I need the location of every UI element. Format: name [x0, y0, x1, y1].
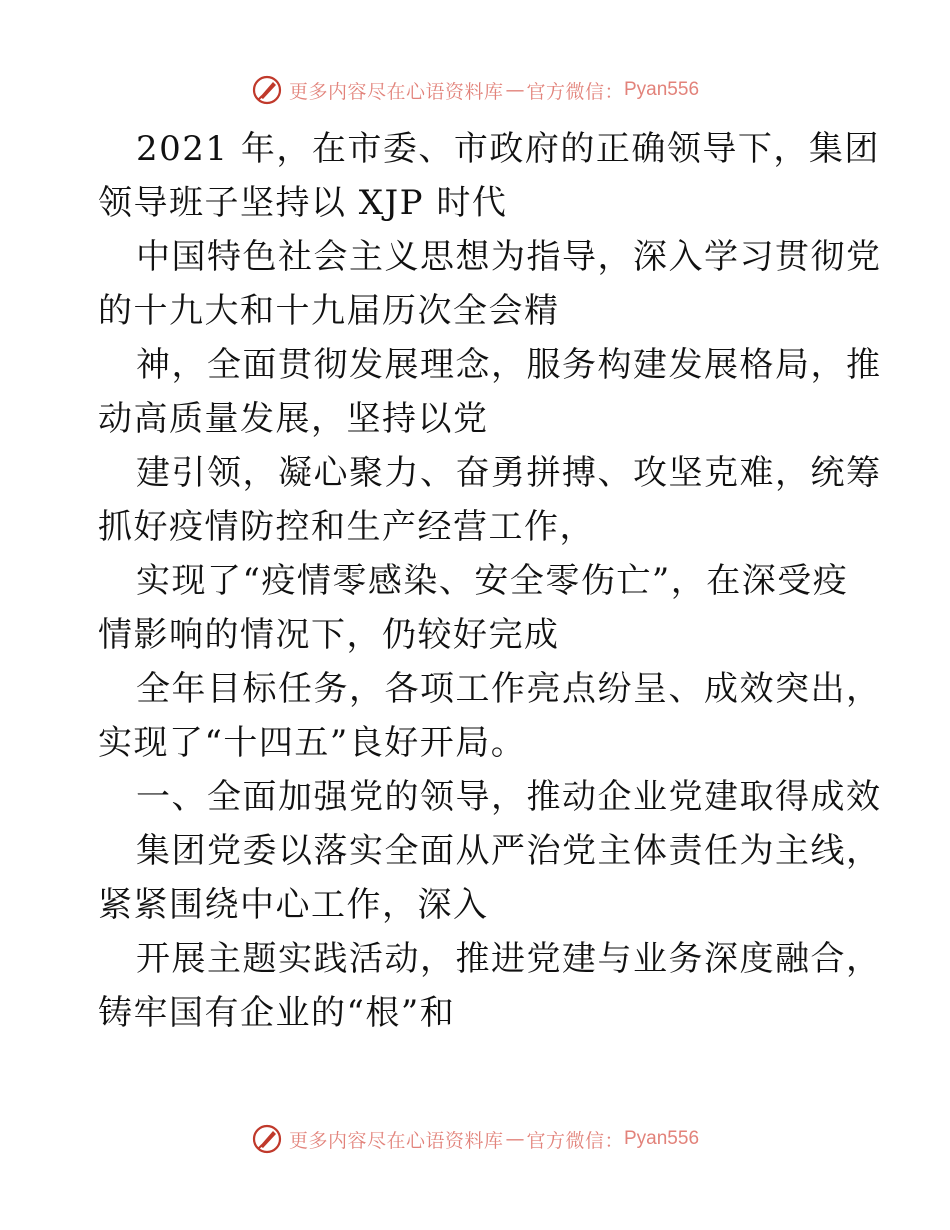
paragraph-9	[98, 932, 882, 1040]
text-line: 实现了“疫情零感染、安全零伤亡”，在深受疫	[136, 561, 849, 601]
quill-seal-icon	[251, 74, 283, 106]
footer-watermark	[0, 1119, 950, 1159]
paragraph-5	[98, 554, 858, 662]
paragraph-3	[98, 338, 882, 446]
text-line: 动高质量发展，坚持以党	[98, 399, 489, 439]
header-watermark	[0, 70, 950, 110]
section-heading	[98, 770, 882, 824]
quill-seal-icon	[251, 1123, 283, 1155]
text-line: 领导班子坚持以 XJP 时代	[98, 183, 508, 223]
text-line: 的十九大和十九届历次全会精	[98, 291, 560, 331]
watermark-text: 更多内容尽在心语资料库	[288, 80, 504, 103]
paragraph-1	[98, 122, 880, 230]
text-line: 建引领，凝心聚力、奋勇拼搏、攻坚克难，统筹	[136, 453, 882, 493]
paragraph-4	[98, 446, 882, 554]
watermark-id: Pyan556	[624, 79, 700, 100]
watermark-suffix: 官方微信：	[526, 80, 624, 103]
text-line: 抓好疫情防控和生产经营工作，	[98, 507, 595, 547]
text-line: 集团党委以落实全面从严治党主体责任为主线，	[136, 831, 882, 871]
document-body	[98, 122, 882, 1040]
watermark-id: Pyan556	[624, 1128, 700, 1149]
paragraph-2	[98, 230, 882, 338]
watermark-separator: —	[505, 79, 525, 101]
text-line: 铸牢国有企业的“根”和	[98, 993, 456, 1033]
text-line: 情影响的情况下，仍较好完成	[98, 615, 560, 655]
watermark-suffix: 官方微信：	[526, 1129, 624, 1152]
watermark-separator: —	[505, 1128, 525, 1150]
text-line: 中国特色社会主义思想为指导，深入学习贯彻党	[136, 237, 882, 277]
text-line: 一、全面加强党的领导，推动企业党建取得成效	[136, 777, 882, 817]
text-line: 神，全面贯彻发展理念，服务构建发展格局，推	[136, 345, 882, 385]
paragraph-8	[98, 824, 882, 932]
text-line: 2021 年，在市委、市政府的正确领导下，集团	[136, 129, 880, 169]
text-line: 实现了“十四五”良好开局。	[98, 723, 527, 763]
text-line: 全年目标任务，各项工作亮点纷呈、成效突出，	[136, 669, 882, 709]
text-line: 开展主题实践活动，推进党建与业务深度融合，	[136, 939, 882, 979]
paragraph-6	[98, 662, 882, 770]
watermark-text: 更多内容尽在心语资料库	[288, 1129, 504, 1152]
text-line: 紧紧围绕中心工作，深入	[98, 885, 489, 925]
